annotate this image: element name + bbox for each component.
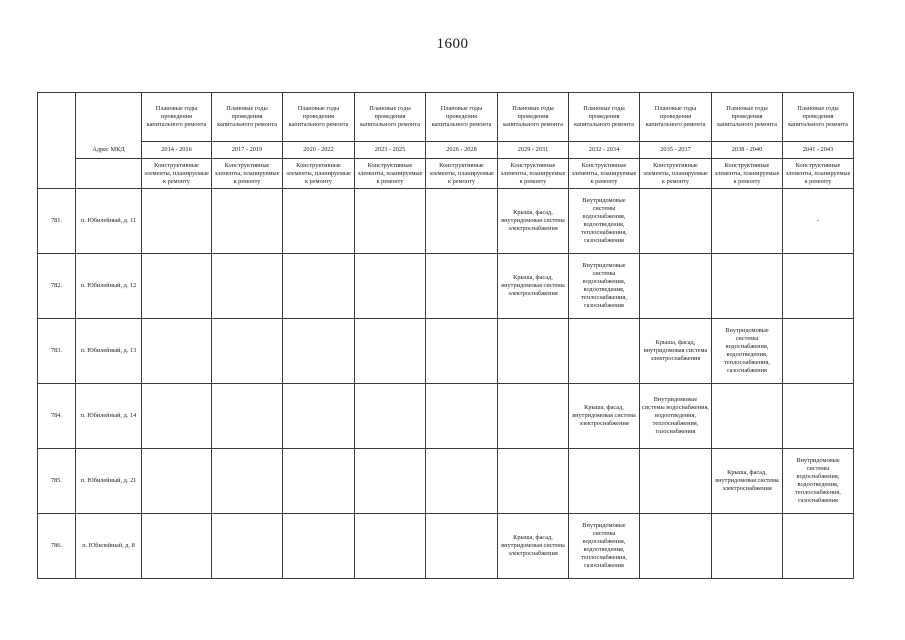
repair-cell <box>355 189 426 254</box>
elements-header: Конструктивные элементы, планируемые к ремонту <box>783 159 854 189</box>
table-row <box>38 189 854 254</box>
elements-header: Конструктивные элементы, планируемые к ремонту <box>212 159 283 189</box>
period-header: 2020 - 2022 <box>283 142 355 159</box>
table-row <box>38 449 854 514</box>
repair-cell <box>783 514 854 579</box>
row-number: 781. <box>38 189 76 254</box>
repair-cell <box>142 254 212 319</box>
repair-cell <box>142 189 212 254</box>
period-header: 2032 - 2034 <box>569 142 640 159</box>
address-header-label: Адрес МКД <box>92 146 125 153</box>
repair-cell: Внутридомовые системы водоснабжения, водоотведения, теплоснабжения, газоснабжения <box>712 319 783 384</box>
address-subheader-blank <box>76 159 142 189</box>
plan-years-header: Плановые годы проведения капитального ремонта <box>783 93 854 142</box>
repair-cell <box>498 384 569 449</box>
period-header: 2041 - 2043 <box>783 142 854 159</box>
repair-cell <box>212 449 283 514</box>
repair-cell <box>142 319 212 384</box>
repair-cell <box>283 514 355 579</box>
period-header: 2035 - 2037 <box>640 142 712 159</box>
repair-cell <box>426 449 498 514</box>
table-row <box>38 384 854 449</box>
repair-cell <box>640 514 712 579</box>
row-address: п. Юбилейный, д. 8 <box>76 514 142 579</box>
repair-cell <box>426 514 498 579</box>
repair-cell <box>783 384 854 449</box>
repair-cell <box>712 514 783 579</box>
period-header: 2029 - 2031 <box>498 142 569 159</box>
elements-header: Конструктивные элементы, планируемые к ремонту <box>283 159 355 189</box>
repair-cell <box>212 189 283 254</box>
repair-cell <box>426 319 498 384</box>
period-header: 2017 - 2019 <box>212 142 283 159</box>
elements-header: Конструктивные элементы, планируемые к ремонту <box>498 159 569 189</box>
row-number: 786. <box>38 514 76 579</box>
repair-cell <box>640 449 712 514</box>
elements-header: Конструктивные элементы, планируемые к ремонту <box>640 159 712 189</box>
elements-header: Конструктивные элементы, планируемые к ремонту <box>142 159 212 189</box>
repair-cell <box>142 449 212 514</box>
plan-years-header: Плановые годы проведения капитального ремонта <box>283 93 355 142</box>
repair-cell <box>640 189 712 254</box>
repair-cell <box>355 384 426 449</box>
repair-cell: - <box>783 189 854 254</box>
row-address: п. Юбилейный, д. 11 <box>76 189 142 254</box>
elements-header: Конструктивные элементы, планируемые к ремонту <box>426 159 498 189</box>
repair-cell <box>212 319 283 384</box>
header-row-plan <box>38 93 854 142</box>
address-column-header <box>76 93 142 159</box>
repair-cell <box>283 319 355 384</box>
repair-cell: Внутридомовые системы водоснабжения, водоотведения, теплоснабжения, газоснабжения <box>569 514 640 579</box>
repair-cell: Крыша, фасад, внутридомовая система электроснабжения <box>498 254 569 319</box>
capital-repair-table <box>37 92 854 579</box>
repair-cell: Внутридомовые системы водоснабжения, водоотведения, теплоснабжения, газоснабжения <box>640 384 712 449</box>
repair-cell: Крыша, фасад, внутридомовая система электроснабжения <box>640 319 712 384</box>
row-number: 783. <box>38 319 76 384</box>
row-number: 785. <box>38 449 76 514</box>
repair-cell <box>142 384 212 449</box>
repair-cell <box>783 319 854 384</box>
repair-cell <box>355 254 426 319</box>
repair-cell <box>142 514 212 579</box>
row-address: п. Юбилейный, д. 12 <box>76 254 142 319</box>
period-header: 2014 - 2016 <box>142 142 212 159</box>
repair-cell <box>783 254 854 319</box>
period-header: 2026 - 2028 <box>426 142 498 159</box>
row-address: п. Юбилейный, д. 21 <box>76 449 142 514</box>
elements-header: Конструктивные элементы, планируемые к ремонту <box>712 159 783 189</box>
repair-cell <box>712 254 783 319</box>
repair-cell <box>498 449 569 514</box>
plan-years-header: Плановые годы проведения капитального ремонта <box>712 93 783 142</box>
table-row <box>38 514 854 579</box>
period-header: 2038 - 2040 <box>712 142 783 159</box>
repair-cell <box>212 384 283 449</box>
table-row <box>38 319 854 384</box>
repair-cell <box>283 384 355 449</box>
repair-cell <box>426 254 498 319</box>
repair-cell <box>712 384 783 449</box>
header-row-elements <box>38 159 854 189</box>
repair-cell <box>498 319 569 384</box>
page-number: 1600 <box>436 36 469 52</box>
repair-cell <box>355 514 426 579</box>
repair-cell <box>355 449 426 514</box>
row-number: 782. <box>38 254 76 319</box>
repair-cell <box>426 384 498 449</box>
repair-cell <box>569 449 640 514</box>
repair-cell: Внутридомовые системы водоснабжения, водоотведения, теплоснабжения, газоснабжения <box>783 449 854 514</box>
plan-years-header: Плановые годы проведения капитального ремонта <box>640 93 712 142</box>
repair-cell: Крыша, фасад, внутридомовая система электроснабжения <box>498 189 569 254</box>
repair-cell <box>712 189 783 254</box>
period-header: 2023 - 2025 <box>355 142 426 159</box>
repair-cell: Внутридомовые системы водоснабжения, водоотведения, теплоснабжения, газоснабжения <box>569 254 640 319</box>
plan-years-header: Плановые годы проведения капитального ремонта <box>426 93 498 142</box>
plan-years-header: Плановые годы проведения капитального ремонта <box>498 93 569 142</box>
plan-years-header: Плановые годы проведения капитального ремонта <box>212 93 283 142</box>
repair-cell <box>212 254 283 319</box>
plan-years-header: Плановые годы проведения капитального ремонта <box>142 93 212 142</box>
row-number: 784. <box>38 384 76 449</box>
repair-cell <box>283 449 355 514</box>
row-address: п. Юбилейный, д. 13 <box>76 319 142 384</box>
repair-cell <box>355 319 426 384</box>
repair-cell <box>212 514 283 579</box>
repair-cell: Крыша, фасад, внутридомовая система электроснабжения <box>569 384 640 449</box>
row-address: п. Юбилейный, д. 14 <box>76 384 142 449</box>
repair-cell <box>283 254 355 319</box>
elements-header: Конструктивные элементы, планируемые к ремонту <box>355 159 426 189</box>
plan-years-header: Плановые годы проведения капитального ремонта <box>569 93 640 142</box>
table-row <box>38 254 854 319</box>
repair-cell: Крыша, фасад, внутридомовая система электроснабжения <box>712 449 783 514</box>
plan-years-header: Плановые годы проведения капитального ремонта <box>355 93 426 142</box>
repair-cell <box>426 189 498 254</box>
header-row-years <box>38 142 854 159</box>
repair-cell: Внутридомовые системы водоснабжения, водоотведения, теплоснабжения, газоснабжения <box>569 189 640 254</box>
elements-header: Конструктивные элементы, планируемые к ремонту <box>569 159 640 189</box>
repair-cell <box>283 189 355 254</box>
repair-cell <box>640 254 712 319</box>
repair-cell: Крыша, фасад, внутридомовая система электроснабжения <box>498 514 569 579</box>
repair-cell <box>569 319 640 384</box>
header-blank-num <box>38 93 76 189</box>
